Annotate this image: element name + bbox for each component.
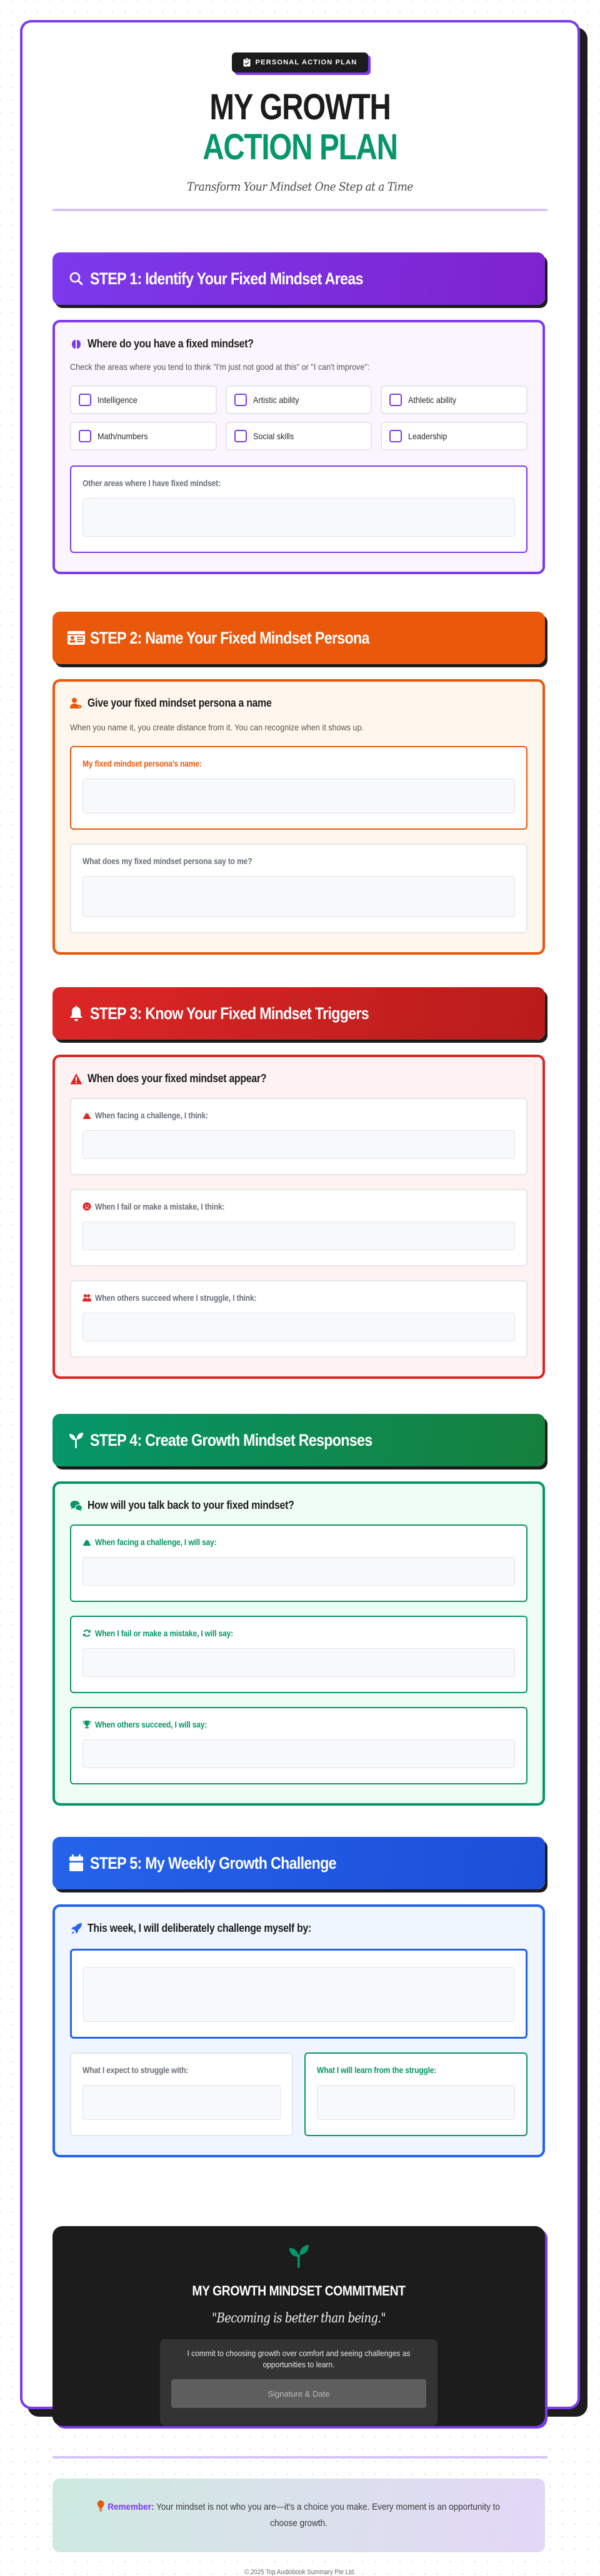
step-4-section [52, 1414, 548, 1806]
id-card-icon [68, 629, 85, 647]
step-5-title: STEP 5: My Weekly Growth Challenge [90, 1853, 336, 1872]
remember-text: Your mindset is not who you are—it's a choice you make. Every moment is an opportunity to choose growth. [154, 2502, 500, 2529]
step-5-header [52, 1837, 545, 1889]
trigger-challenge-label: When facing a challenge, I think: [82, 1110, 515, 1120]
step-1-body [52, 320, 545, 574]
footer-copyright: © 2025 Top Audiobook Summary Pte Ltd. [244, 2569, 356, 2576]
other-areas-input[interactable] [82, 498, 515, 537]
response-mistake-label: When I fail or make a mistake, I will say: [82, 1628, 515, 1638]
step-5-section [52, 1837, 548, 2157]
weekly-challenge-card [70, 1949, 528, 2039]
trigger-challenge-card [70, 1098, 528, 1175]
footer-divider [52, 2456, 548, 2459]
trophy-icon [82, 1720, 91, 1729]
calendar-icon [68, 1854, 85, 1872]
commitment-panel [52, 2226, 545, 2426]
commitment-text: I commit to choosing growth over comfort and seeing challenges as opportunities to learn. [187, 2349, 411, 2369]
persona-says-input[interactable] [82, 876, 515, 917]
step-4-title: STEP 4: Create Growth Mindset Responses [90, 1430, 372, 1450]
clipboard-check-icon [243, 58, 251, 67]
step-2-question: Give your fixed mindset persona a name [70, 697, 528, 710]
comments-icon [70, 1499, 82, 1512]
response-mistake-card [70, 1616, 528, 1693]
step-3-section [52, 987, 548, 1379]
trigger-mistake-card [70, 1189, 528, 1266]
page-subtitle: Transform Your Mindset One Step at a Time [187, 180, 413, 194]
search-icon [68, 270, 85, 287]
lightbulb-icon [98, 2500, 104, 2512]
mountain-icon [82, 1111, 91, 1120]
bell-icon [68, 1005, 85, 1022]
persona-name-card [70, 746, 528, 830]
step-3-title: STEP 3: Know Your Fixed Mindset Triggers [90, 1003, 369, 1023]
step-2-body [52, 679, 545, 955]
copyright-icon: © [244, 2569, 249, 2576]
trigger-challenge-input[interactable] [82, 1130, 515, 1159]
response-mistake-input[interactable] [82, 1648, 515, 1677]
commitment-title: MY GROWTH MINDSET COMMITMENT [192, 2283, 406, 2299]
checkbox[interactable] [79, 394, 91, 406]
persona-says-label: What does my fixed mindset persona say to me? [82, 856, 252, 866]
step-4-body [52, 1481, 545, 1806]
persona-name-input[interactable] [82, 778, 515, 813]
other-areas-label: Other areas where I have fixed mindset: [82, 478, 221, 488]
response-others-input[interactable] [82, 1739, 515, 1768]
page-title-line2: ACTION PLAN [202, 127, 398, 167]
step-3-header [52, 987, 545, 1040]
remember-label: Remember: [108, 2502, 154, 2512]
trigger-mistake-label: When I fail or make a mistake, I think: [82, 1201, 515, 1211]
trigger-others-card [70, 1280, 528, 1358]
response-others-card [70, 1707, 528, 1784]
users-icon [82, 1293, 91, 1302]
checkbox-athletic-ability[interactable]: Athletic ability [381, 385, 528, 414]
sad-face-icon [82, 1202, 91, 1211]
page-title-line1: MY GROWTH [209, 87, 391, 127]
step-2-hint: When you name it, you create distance from it. You can recognize when it shows up. [70, 722, 364, 732]
expect-struggle-input[interactable] [82, 2085, 281, 2120]
expect-struggle-label: What I expect to struggle with: [82, 2065, 189, 2075]
brain-icon [70, 338, 82, 351]
step-5-body [52, 1904, 545, 2157]
struggle-learn-row [70, 2052, 528, 2136]
step-1-hint: Check the areas where you tend to think "I'm just not good at this" or "I can't improve": [70, 362, 370, 372]
response-others-label: When others succeed, I will say: [82, 1719, 515, 1729]
step-2-header [52, 612, 545, 664]
other-areas-card [70, 465, 528, 553]
checkbox-intelligence[interactable]: Intelligence [70, 385, 217, 414]
signature-date-field[interactable]: Signature & Date [171, 2379, 426, 2408]
user-tag-icon [70, 697, 82, 710]
response-challenge-label: When facing a challenge, I will say: [82, 1537, 515, 1547]
trigger-others-label: When others succeed where I struggle, I think: [82, 1293, 515, 1303]
step-3-question: When does your fixed mindset appear? [70, 1072, 528, 1085]
learn-struggle-label: What I will learn from the struggle: [317, 2065, 437, 2075]
response-challenge-card [70, 1524, 528, 1602]
seedling-icon [68, 1431, 85, 1449]
refresh-icon [82, 1629, 91, 1638]
step-1-title: STEP 1: Identify Your Fixed Mindset Areas [90, 269, 363, 288]
trigger-others-input[interactable] [82, 1313, 515, 1341]
action-plan-card [20, 20, 580, 2576]
step-1-question: Where do you have a fixed mindset? [70, 337, 528, 351]
seedling-icon [288, 2244, 310, 2269]
persona-says-card [70, 843, 528, 933]
commitment-box [160, 2339, 438, 2425]
step-2-title: STEP 2: Name Your Fixed Mindset Persona [90, 628, 369, 647]
trigger-mistake-input[interactable] [82, 1221, 515, 1250]
checkbox[interactable] [389, 430, 402, 442]
checkbox[interactable] [79, 430, 91, 442]
header-divider [52, 209, 548, 211]
step-4-header [52, 1414, 545, 1466]
step-1-section [52, 252, 548, 574]
weekly-challenge-input[interactable] [83, 1967, 514, 2022]
learn-struggle-card [304, 2052, 528, 2136]
badge-label: PERSONAL ACTION PLAN [255, 59, 358, 66]
persona-name-label: My fixed mindset persona's name: [82, 758, 202, 768]
checkbox[interactable] [389, 394, 402, 406]
checkbox-social-skills[interactable]: Social skills [226, 422, 372, 450]
mountain-icon [82, 1538, 91, 1546]
step-4-question: How will you talk back to your fixed mindset? [70, 1499, 528, 1512]
learn-struggle-input[interactable] [317, 2085, 515, 2120]
step-5-question: This week, I will deliberately challenge myself by: [70, 1922, 528, 1935]
checkbox-artistic-ability[interactable]: Artistic ability [226, 385, 372, 414]
step-2-section [52, 612, 548, 955]
rocket-icon [70, 1922, 82, 1935]
response-challenge-input[interactable] [82, 1557, 515, 1586]
commitment-quote: "Becoming is better than being." [212, 2310, 386, 2325]
checkbox-math-numbers[interactable]: Math/numbers [70, 422, 217, 450]
checkbox[interactable] [234, 394, 247, 406]
fixed-mindset-areas-checklist [70, 385, 528, 450]
personal-action-plan-badge [232, 52, 369, 72]
checkbox-leadership[interactable]: Leadership [381, 422, 528, 450]
checkbox[interactable] [234, 430, 247, 442]
warning-icon [70, 1073, 82, 1085]
step-1-header [52, 252, 545, 305]
step-3-body [52, 1055, 545, 1379]
hero-header [52, 52, 548, 211]
expect-struggle-card [70, 2052, 293, 2136]
remember-callout [52, 2479, 545, 2552]
